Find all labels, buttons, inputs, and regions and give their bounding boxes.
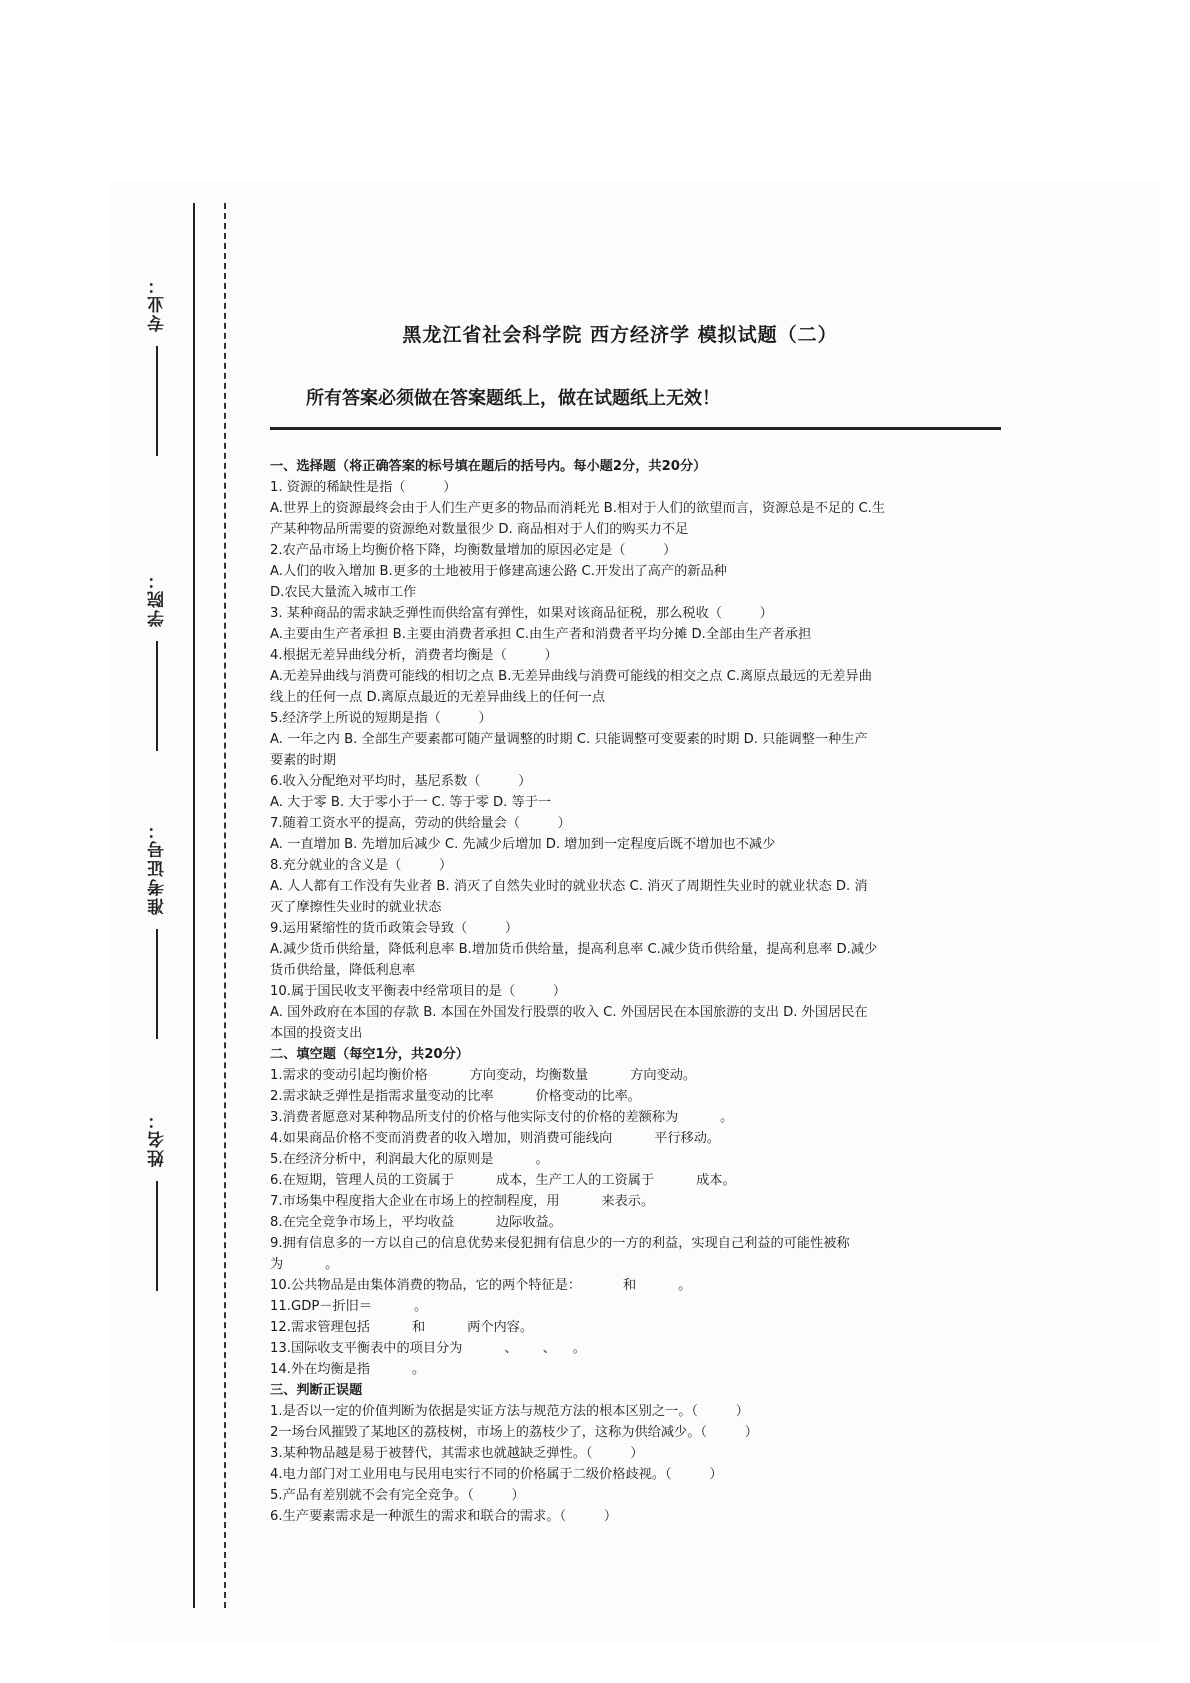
section-heading: 三、判断正误题 <box>270 1383 363 1398</box>
question-line: 1.是否以一定的价值判断为依据是实证方法与规范方法的根本区别之一。（ ） <box>270 1404 749 1419</box>
question-line: 11.GDP－折旧＝ 。 <box>270 1299 428 1314</box>
question-body <box>270 456 1001 1527</box>
section-heading: 一、选择题（将正确答案的标号填在题后的括号内。每小题2分，共20分） <box>270 459 707 474</box>
question-line: A. 人人都有工作没有失业者 B. 消灭了自然失业时的就业状态 C. 消灭了周期性失业时的就业状态 D. 消 <box>270 879 868 894</box>
name-blank <box>157 1181 159 1291</box>
question-line: 4.如果商品价格不变而消费者的收入增加，则消费可能线向 平行移动。 <box>270 1131 721 1146</box>
question-line: 10.属于国民收支平衡表中经常项目的是（ ） <box>270 984 567 999</box>
college-blank <box>157 641 159 751</box>
major-label: 专业： <box>148 275 168 332</box>
question-line: 8.在完全竞争市场上，平均收益 边际收益。 <box>270 1215 562 1230</box>
section-heading: 二、填空题（每空1分，共20分） <box>270 1047 469 1062</box>
binding-line <box>193 203 195 1608</box>
question-line: 2.农产品市场上均衡价格下降，均衡数量增加的原因必定是（ ） <box>270 543 677 558</box>
question-line: 灭了摩擦性失业时的就业状态 <box>270 900 442 915</box>
question-line: 4.根据无差异曲线分析，消费者均衡是（ ） <box>270 648 558 663</box>
question-line: A. 国外政府在本国的存款 B. 本国在外国发行股票的收入 C. 外国居民在本国旅游的支出 D. 外国居民在 <box>270 1005 868 1020</box>
question-line: 3.某种物品越是易于被替代，其需求也就越缺乏弹性。（ ） <box>270 1446 644 1461</box>
major-blank <box>157 346 159 456</box>
question-line: A. 一直增加 B. 先增加后减少 C. 先减少后增加 D. 增加到一定程度后既不增加也不减少 <box>270 837 776 852</box>
question-line: 12.需求管理包括 和 两个内容。 <box>270 1320 534 1335</box>
question-line: 1. 资源的稀缺性是指（ ） <box>270 480 457 495</box>
answer-notice: 所有答案必须做在答案题纸上，做在试题纸上无效！ <box>306 388 720 409</box>
college-label: 学院： <box>148 570 168 627</box>
question-line: 为 。 <box>270 1257 339 1272</box>
question-line: 货币供给量，降低利息率 <box>270 963 416 978</box>
question-line: 14.外在均衡是指 。 <box>270 1362 426 1377</box>
question-line: A.减少货币供给量，降低利息率 B.增加货币供给量，提高利息率 C.减少货币供给量，提高利息率 D.减少 <box>270 942 878 957</box>
exam-title: 黑龙江省社会科学院 西方经济学 模拟试题（二） <box>402 324 838 346</box>
cut-line <box>224 203 226 1608</box>
header-rule <box>270 427 1001 430</box>
question-line: 7.市场集中程度指大企业在市场上的控制程度，用 来表示。 <box>270 1194 655 1209</box>
question-line: A. 一年之内 B. 全部生产要素都可随产量调整的时期 C. 只能调整可变要素的时期 D. 只能调整一种生产 <box>270 732 868 747</box>
question-line: 6.在短期，管理人员的工资属于 成本，生产工人的工资属于 成本。 <box>270 1173 736 1188</box>
question-line: 产某种物品所需要的资源绝对数量很少 D. 商品相对于人们的购买力不足 <box>270 522 689 537</box>
question-line: D.农民大量流入城市工作 <box>270 585 417 600</box>
exam-id-blank <box>157 929 159 1039</box>
question-line: 2一场台风摧毁了某地区的荔枝树，市场上的荔枝少了，这称为供给减少。（ ） <box>270 1425 758 1440</box>
question-line: 9.拥有信息多的一方以自己的信息优势来侵犯拥有信息少的一方的利益，实现自己利益的可能性被称 <box>270 1236 850 1251</box>
question-line: A.主要由生产者承担 B.主要由消费者承担 C.由生产者和消费者平均分摊 D.全部由生产者承担 <box>270 627 812 642</box>
question-line: 本国的投资支出 <box>270 1026 363 1041</box>
question-line: 5.在经济分析中，利润最大化的原则是 。 <box>270 1152 549 1167</box>
question-line: 9.运用紧缩性的货币政策会导致（ ） <box>270 921 519 936</box>
question-line: 6.收入分配绝对平均时，基尼系数（ ） <box>270 774 532 789</box>
question-line: A.世界上的资源最终会由于人们生产更多的物品而消耗光 B.相对于人们的欲望而言，资源总是不足的 C.生 <box>270 501 886 516</box>
name-field <box>145 1110 170 1291</box>
question-line: 3.消费者愿意对某种物品所支付的价格与他实际支付的价格的差额称为 。 <box>270 1110 734 1125</box>
question-line: 4.电力部门对工业用电与民用电实行不同的价格属于二级价格歧视。（ ） <box>270 1467 723 1482</box>
question-line: A.人们的收入增加 B.更多的土地被用于修建高速公路 C.开发出了高产的新品种 <box>270 564 727 579</box>
question-line: 线上的任何一点 D.离原点最近的无差异曲线上的任何一点 <box>270 690 606 705</box>
question-line: 要素的时期 <box>270 753 336 768</box>
major-field <box>145 275 170 456</box>
question-line: 2.需求缺乏弹性是指需求量变动的比率 价格变动的比率。 <box>270 1089 641 1104</box>
question-line: 5.经济学上所说的短期是指（ ） <box>270 711 492 726</box>
question-line: A. 大于零 B. 大于零小于一 C. 等于零 D. 等于一 <box>270 795 552 810</box>
question-line: 8.充分就业的含义是（ ） <box>270 858 453 873</box>
question-line: 1.需求的变动引起均衡价格 方向变动，均衡数量 方向变动。 <box>270 1068 697 1083</box>
question-line: 10.公共物品是由集体消费的物品，它的两个特征是： 和 。 <box>270 1278 692 1293</box>
college-field <box>145 570 170 751</box>
exam-id-label: 准考证号： <box>148 820 168 915</box>
question-line: A.无差异曲线与消费可能线的相切之点 B.无差异曲线与消费可能线的相交之点 C.离原点最远的无差异曲 <box>270 669 872 684</box>
question-line: 13.国际收支平衡表中的项目分为 、 、 。 <box>270 1341 586 1356</box>
exam-id-field <box>145 820 170 1039</box>
question-line: 7.随着工资水平的提高，劳动的供给量会（ ） <box>270 816 571 831</box>
question-line: 3. 某种商品的需求缺乏弹性而供给富有弹性，如果对该商品征税，那么税收（ ） <box>270 606 773 621</box>
question-line: 5.产品有差别就不会有完全竞争。（ ） <box>270 1488 525 1503</box>
question-line: 6.生产要素需求是一种派生的需求和联合的需求。（ ） <box>270 1509 618 1524</box>
name-label: 姓名： <box>148 1110 168 1167</box>
